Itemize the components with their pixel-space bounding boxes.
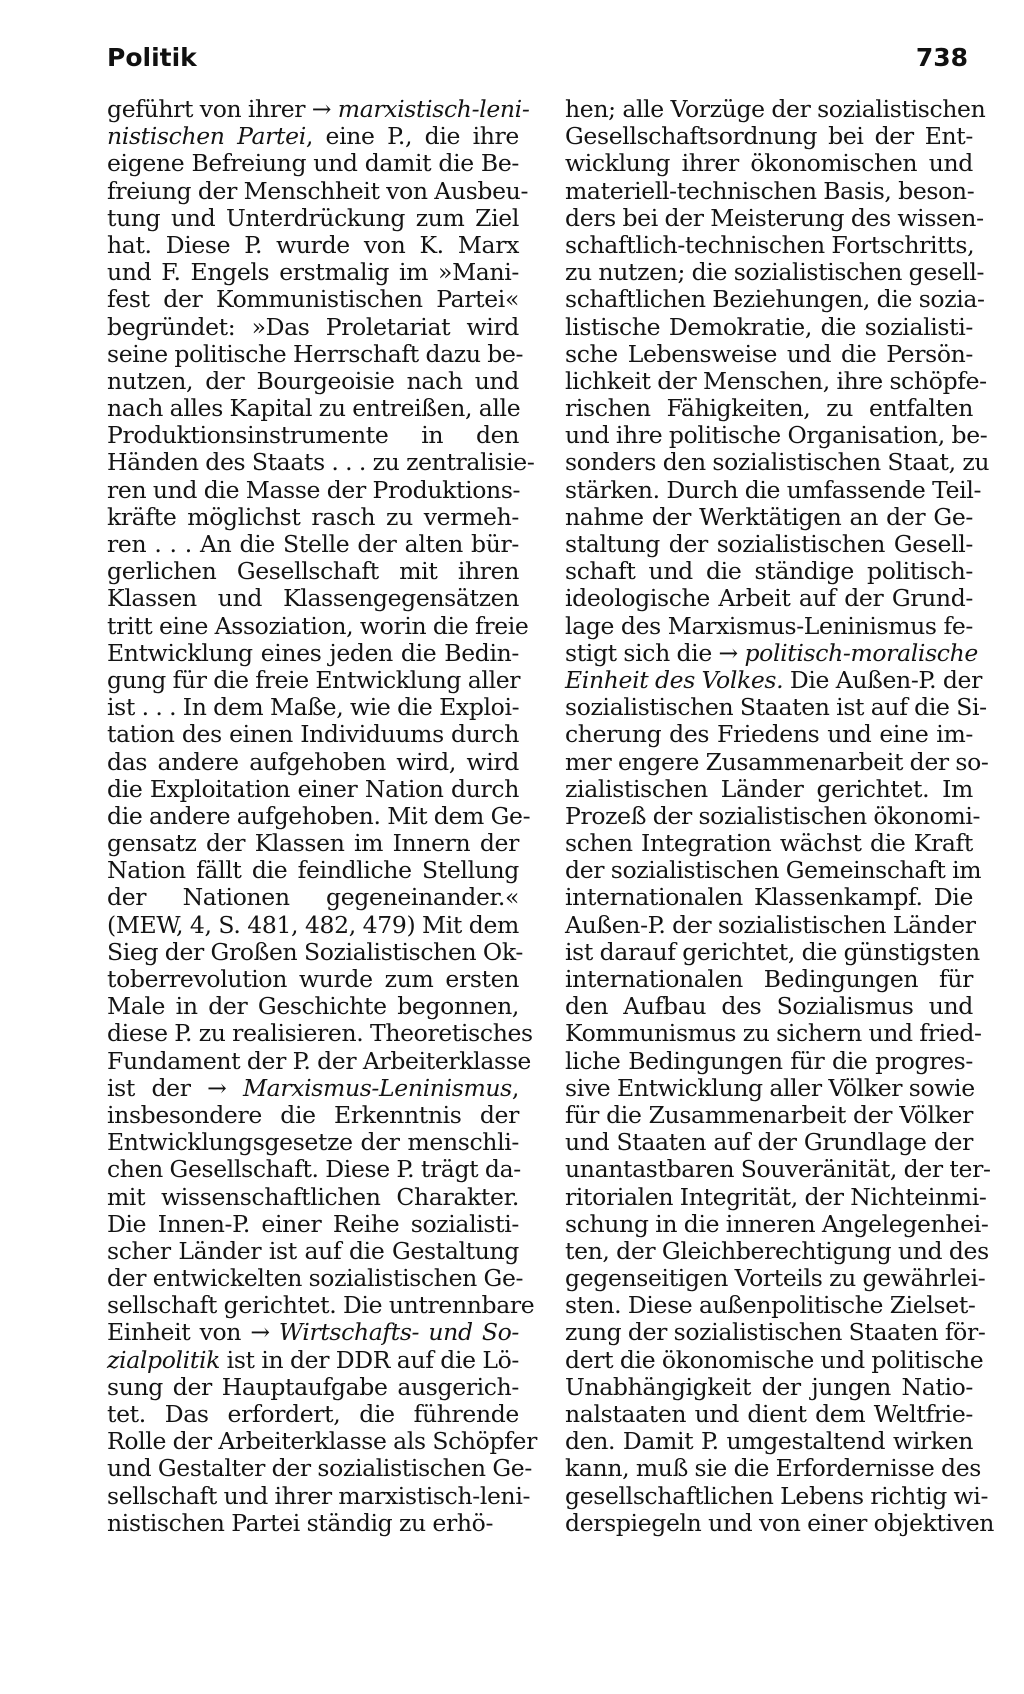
text-line — [107, 205, 519, 232]
cross-reference-text: → marxistisch-leni- — [311, 95, 530, 123]
text-line — [107, 395, 519, 422]
text-line — [107, 1184, 519, 1211]
text-line — [565, 776, 973, 803]
body-text: nistischen Partei ständig zu erhö- — [107, 1508, 494, 1537]
text-line — [107, 1510, 519, 1537]
text-line — [565, 448, 990, 477]
text-line — [565, 1454, 981, 1483]
cross-reference-text: Einheit des Volkes. — [565, 665, 784, 694]
body-text: Einheit von — [107, 1318, 251, 1347]
body-text: ren . . . An die Stelle der alten bür- — [107, 530, 519, 558]
text-line — [107, 339, 524, 368]
text-line — [565, 830, 973, 857]
section-title: Politik — [107, 43, 197, 72]
body-text: Außen-P. der sozialistischen Länder — [565, 910, 976, 939]
body-text: sive Entwicklung aller Völker sowie — [565, 1073, 975, 1102]
text-line — [107, 1156, 519, 1183]
body-text: sonders den sozialistischen Staat, zu — [565, 448, 990, 477]
text-line — [565, 1345, 984, 1374]
body-text: und Staaten auf der Grundlage der — [565, 1128, 973, 1157]
text-line — [107, 531, 519, 558]
text-line — [107, 1347, 519, 1374]
text-line — [107, 504, 519, 531]
text-line — [565, 531, 973, 558]
text-line — [565, 123, 973, 150]
body-text: die andere aufgehoben. Mit dem Ge- — [107, 801, 531, 830]
body-text: scher Länder ist auf die Gestaltung — [107, 1236, 519, 1265]
text-line — [565, 966, 973, 993]
text-line — [565, 95, 986, 123]
text-line — [565, 1291, 976, 1320]
text-line — [107, 966, 519, 993]
body-text: zung der sozialistischen Staaten för- — [565, 1318, 986, 1347]
body-text: Nation fällt die feindliche Stellung — [107, 856, 519, 885]
body-text: , eine P., die ihre — [305, 122, 519, 151]
body-text: derspiegeln und von einer objektiven — [565, 1508, 995, 1537]
text-line — [565, 1428, 973, 1455]
body-text: der Nationen gegeneinander.« — [107, 883, 519, 912]
text-line — [107, 1046, 531, 1075]
body-text: sellschaft und ihrer marxistisch-leni- — [107, 1481, 531, 1510]
body-text: ders bei der Meisterung des wissen- — [565, 203, 984, 232]
text-line — [107, 640, 519, 667]
body-text: internationalen Klassenkampf. Die — [565, 883, 973, 912]
body-text: freiung der Menschheit von Ausbeu- — [107, 176, 529, 205]
text-line — [565, 150, 973, 177]
text-line — [565, 721, 973, 748]
text-line — [107, 694, 519, 721]
text-line — [565, 1374, 973, 1401]
body-text: Entwicklungsgesetze der menschli- — [107, 1128, 519, 1157]
body-text: geführt von ihrer — [107, 95, 312, 123]
body-text: sten. Diese außenpolitische Zielset- — [565, 1291, 976, 1320]
text-line — [107, 912, 519, 939]
body-text: kann, muß sie die Erfordernisse des — [565, 1454, 981, 1483]
body-text: hat. Diese P. wurde von K. Marx — [107, 230, 519, 259]
text-line — [107, 176, 529, 205]
body-text: schaftlich-technischen Fortschritts, — [565, 230, 975, 259]
cross-reference-text: zialpolitik — [107, 1345, 220, 1374]
body-text: Male in der Geschichte begonnen, — [107, 992, 519, 1021]
text-line — [565, 366, 987, 395]
text-line — [107, 150, 519, 177]
text-line — [107, 1401, 519, 1428]
body-text: gerlichen Gesellschaft mit ihren — [107, 557, 519, 586]
body-text: wicklung ihrer ökonomischen und — [565, 149, 973, 178]
body-text: nutzen, der Bourgeoisie nach und — [107, 366, 519, 395]
text-line — [565, 993, 973, 1020]
body-text: kräfte möglichst rasch zu vermeh- — [107, 502, 519, 531]
cross-reference-text: → politisch-moralische — [718, 638, 978, 667]
text-line — [565, 1481, 989, 1510]
body-text: dert die ökonomische und politische — [565, 1345, 984, 1374]
text-line — [565, 1236, 989, 1265]
body-text: begründet: »Das Proletariat wird — [107, 312, 519, 341]
cross-reference-text: → Wirtschafts- und So- — [250, 1318, 519, 1347]
text-line — [565, 638, 978, 667]
page-number: 738 — [915, 43, 968, 72]
text-line — [107, 585, 519, 612]
text-line — [107, 884, 519, 911]
text-line — [565, 1019, 982, 1048]
text-line — [107, 1238, 519, 1265]
text-line — [565, 203, 984, 232]
body-text: cherung des Friedens und eine im- — [565, 720, 973, 749]
body-text: lichkeit der Menschen, ihre schöpfe- — [565, 366, 987, 395]
body-text: stigt sich die — [565, 638, 719, 667]
text-line — [107, 776, 519, 803]
text-line — [107, 1075, 519, 1102]
body-text: Produktionsinstrumente in den — [107, 421, 519, 450]
body-text: der entwickelten sozialistischen Ge- — [107, 1264, 524, 1293]
text-line — [107, 232, 519, 259]
body-text: gesellschaftlichen Lebens richtig wi- — [565, 1481, 989, 1510]
text-line — [565, 558, 973, 585]
cross-reference-text: nistischen Partei — [107, 122, 306, 151]
body-text: unantastbaren Souveränität, der ter- — [565, 1155, 991, 1184]
body-text: schaft und die ständige politisch- — [565, 557, 973, 586]
body-text: schen Integration wächst die Kraft — [565, 829, 973, 858]
body-text: schaftlichen Beziehungen, die sozia- — [565, 285, 985, 314]
text-line — [565, 1209, 989, 1238]
body-text: Fundament der P. der Arbeiterklasse — [107, 1046, 531, 1075]
body-text: diese P. zu realisieren. Theoretisches — [107, 1019, 533, 1048]
text-line — [565, 1129, 973, 1156]
body-text: und Gestalter der sozialistischen Ge- — [107, 1454, 532, 1483]
body-text: sellschaft gerichtet. Die untrennbare — [107, 1291, 535, 1320]
body-text: den Aufbau des Sozialismus und — [565, 992, 973, 1021]
body-text: die Exploitation einer Nation durch — [107, 774, 519, 803]
text-line — [107, 1019, 533, 1048]
body-text: Klassen und Klassengegensätzen — [107, 584, 519, 613]
text-line — [107, 123, 519, 150]
text-line — [107, 667, 519, 694]
body-text: stärken. Durch die umfassende Teil- — [565, 475, 982, 504]
text-line — [107, 1427, 537, 1456]
text-line — [565, 1048, 973, 1075]
text-line — [107, 448, 535, 477]
body-text: Händen des Staats . . . zu zentralisie- — [107, 448, 535, 477]
text-line — [565, 937, 980, 966]
text-line — [107, 857, 519, 884]
body-text: , — [511, 1073, 520, 1102]
body-text: Sieg der Großen Sozialistischen Ok- — [107, 937, 523, 966]
body-text: Die Innen-P. einer Reihe sozialisti- — [107, 1209, 519, 1238]
body-text: das andere aufgehoben wird, wird — [107, 747, 519, 776]
body-text: tet. Das erfordert, die führende — [107, 1400, 519, 1428]
body-text: listische Demokratie, die sozialisti- — [565, 312, 973, 341]
text-line — [107, 830, 519, 857]
body-text: sozialistischen Staaten ist auf die Si- — [565, 693, 987, 722]
body-text: staltung der sozialistischen Gesell- — [565, 530, 973, 558]
body-text: ren und die Masse der Produktions- — [107, 475, 521, 504]
body-text: Die Außen-P. der — [783, 665, 982, 694]
text-line — [107, 1264, 524, 1293]
body-text: nach alles Kapital zu entreißen, alle — [107, 394, 521, 423]
body-text: ten, der Gleichberechtigung und des — [565, 1236, 989, 1265]
text-line — [107, 95, 530, 123]
text-line — [565, 314, 973, 341]
body-text: ist der — [107, 1073, 208, 1102]
body-text: gensatz der Klassen im Innern der — [107, 829, 519, 858]
text-line — [565, 178, 973, 205]
text-line — [565, 1508, 995, 1537]
body-text: für die Zusammenarbeit der Völker — [565, 1100, 973, 1129]
body-text: internationalen Bedingungen für — [565, 965, 973, 993]
body-text: insbesondere die Erkenntnis der — [107, 1100, 519, 1129]
body-text: sung der Hauptaufgabe ausgerich- — [107, 1372, 519, 1401]
text-line — [107, 1374, 519, 1401]
body-text: (MEW, 4, S. 481, 482, 479) Mit dem — [107, 910, 519, 939]
text-line — [565, 1155, 991, 1184]
text-line — [565, 1318, 986, 1347]
body-text: liche Bedingungen für die progres- — [565, 1046, 973, 1075]
body-text: tung und Unterdrückung zum Ziel — [107, 203, 519, 232]
running-header — [107, 38, 968, 78]
body-text: nalstaaten und dient dem Weltfrie- — [565, 1400, 973, 1428]
text-line — [107, 1454, 532, 1483]
body-text: ist darauf gerichtet, die günstigsten — [565, 937, 980, 966]
text-line — [565, 1182, 987, 1211]
text-line — [565, 856, 982, 885]
text-column-right — [565, 95, 995, 1537]
text-line — [565, 1102, 973, 1129]
text-line — [565, 801, 981, 830]
text-line — [565, 910, 976, 939]
text-line — [107, 1481, 531, 1510]
text-line — [565, 475, 982, 504]
body-text: Rolle der Arbeiterklasse als Schöpfer — [107, 1427, 537, 1456]
text-line — [107, 259, 519, 286]
text-line — [565, 1401, 973, 1428]
body-text: der sozialistischen Gemeinschaft im — [565, 856, 982, 885]
text-column-left — [107, 95, 537, 1537]
body-text: nahme der Werktätigen an der Ge- — [565, 502, 973, 531]
body-text: Entwicklung eines jeden die Bedin- — [107, 638, 519, 667]
text-line — [565, 421, 988, 450]
body-text: rischen Fähigkeiten, zu entfalten — [565, 394, 973, 423]
body-text: ist in der DDR auf die Lö- — [220, 1345, 519, 1374]
text-line — [565, 693, 987, 722]
body-text: gung für die freie Entwicklung aller — [107, 665, 521, 694]
body-text: ritorialen Integrität, der Nichteinmi- — [565, 1182, 987, 1211]
text-line — [565, 585, 973, 612]
text-line — [107, 477, 519, 504]
text-line — [107, 1129, 519, 1156]
text-line — [107, 801, 531, 830]
text-line — [565, 341, 973, 368]
body-text: eigene Befreiung und damit die Be- — [107, 149, 519, 178]
body-text: und F. Engels erstmalig im »Mani- — [107, 258, 519, 287]
cross-reference-text: → Marxismus-Leninismus — [207, 1073, 512, 1102]
body-text: mit wissenschaftlichen Charakter. — [107, 1182, 519, 1211]
body-text: schung in die inneren Angelegenhei- — [565, 1209, 989, 1238]
text-line — [107, 558, 519, 585]
text-line — [107, 1291, 535, 1320]
body-text: Gesellschaftsordnung bei der Ent- — [565, 122, 973, 151]
text-line — [565, 395, 973, 422]
text-line — [565, 884, 973, 911]
text-line — [107, 937, 523, 966]
body-text: gegenseitigen Vorteils zu gewährlei- — [565, 1264, 986, 1293]
body-text: zu nutzen; die sozialistischen gesell- — [565, 258, 985, 287]
text-line — [107, 1102, 519, 1129]
text-line — [107, 422, 519, 449]
body-text: ist . . . In dem Maße, wie die Exploi- — [107, 693, 520, 722]
body-text: tation des einen Individuums durch — [107, 720, 519, 749]
text-line — [107, 993, 519, 1020]
body-text: Unabhängigkeit der jungen Natio- — [565, 1372, 973, 1401]
text-line — [565, 613, 973, 640]
body-text: den. Damit P. umgestaltend wirken — [565, 1427, 973, 1456]
text-line — [565, 285, 985, 314]
body-text: tritt eine Assoziation, worin die freie — [107, 611, 529, 640]
body-text: Prozeß der sozialistischen ökonomi- — [565, 801, 981, 830]
body-text: zialistischen Länder gerichtet. Im — [565, 774, 973, 803]
text-line — [107, 286, 519, 313]
body-text: ideologische Arbeit auf der Grund- — [565, 584, 973, 613]
body-text: fest der Kommunistischen Partei« — [107, 285, 519, 314]
text-line — [565, 1264, 986, 1293]
text-line — [565, 747, 989, 776]
text-line — [565, 232, 973, 259]
text-line — [107, 1319, 519, 1346]
body-text: materiell-technischen Basis, beson- — [565, 176, 975, 205]
body-text: lage des Marxismus-Leninismus fe- — [565, 611, 973, 640]
text-line — [107, 368, 519, 395]
text-line — [107, 611, 529, 640]
body-text: Kommunismus zu sichern und fried- — [565, 1019, 982, 1048]
text-line — [107, 314, 519, 341]
text-line — [565, 665, 982, 694]
body-text: sche Lebensweise und die Persön- — [565, 339, 973, 368]
text-line — [565, 258, 985, 287]
body-text: chen Gesellschaft. Diese P. trägt da- — [107, 1155, 521, 1184]
body-text: seine politische Herrschaft dazu be- — [107, 339, 524, 368]
text-line — [107, 721, 519, 748]
text-line — [565, 504, 973, 531]
text-line — [565, 1075, 973, 1102]
body-text: hen; alle Vorzüge der sozialistischen — [565, 95, 986, 123]
text-line — [107, 1211, 519, 1238]
body-text: toberrevolution wurde zum ersten — [107, 965, 519, 993]
body-text: und ihre politische Organisation, be- — [565, 421, 988, 450]
text-line — [107, 749, 519, 776]
body-text: mer engere Zusammenarbeit der so- — [565, 747, 989, 776]
